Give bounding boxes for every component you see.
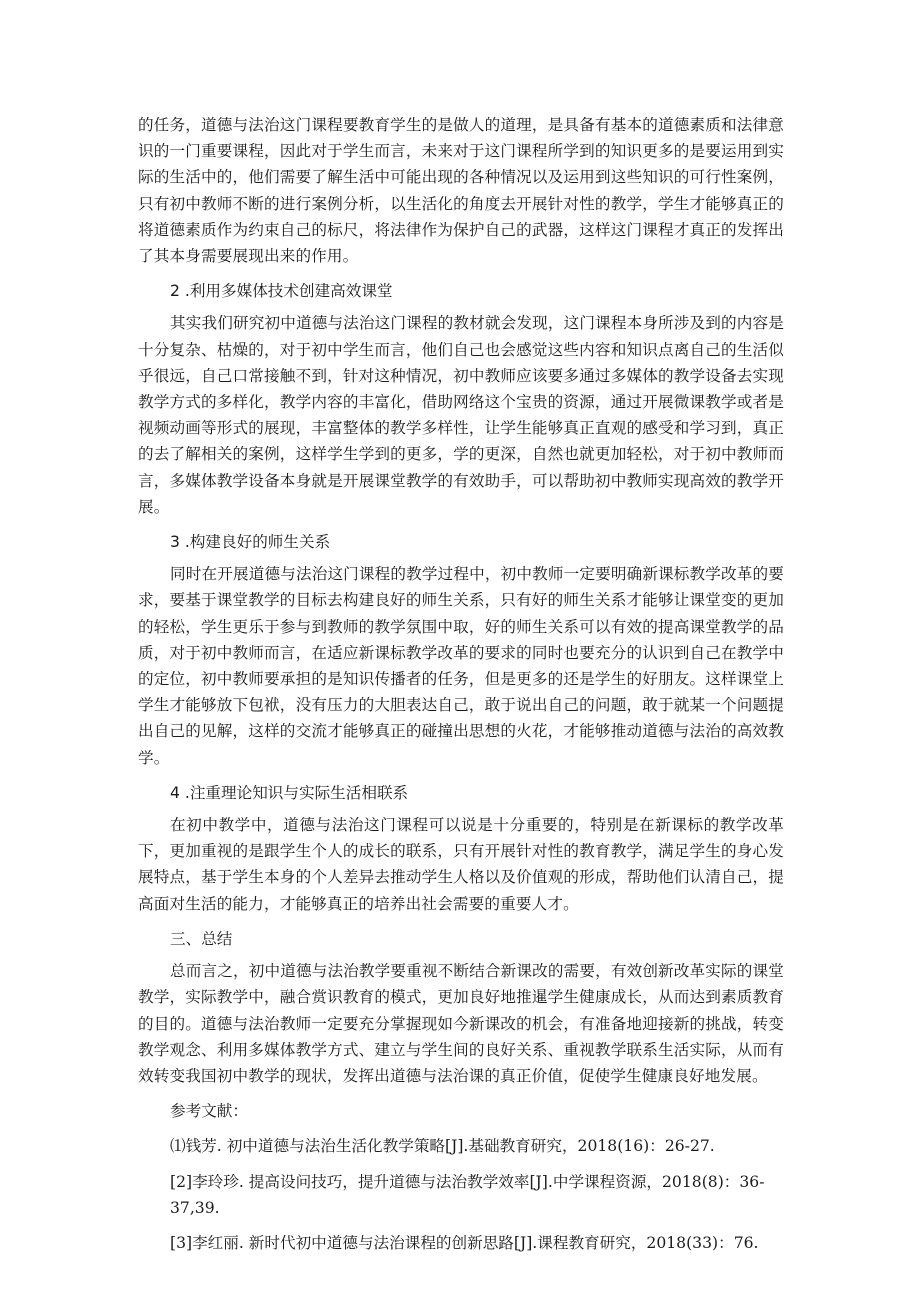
- section-3-paragraph: 同时在开展道德与法治这门课程的教学过程中，初中教师一定要明确新课标教学改革的要求，要基于课堂教学的目标去构建良好的师生关系，只有好的师生关系才能够让课堂变的更加的轻松，学生更乐于参与到教师的教学氛围中取，好的师生关系可以有效的提高课堂教学的品质，对于初中教师而言，在适应新课标教学改革的要求的同时也要充分的认识到自己在教学中的定位，初中教师要承担的是知识传播者的任务，但是更多的还是学生的好朋友。这样课堂上学生才能够放下包袱，没有压力的大胆表达自己，敢于说出自己的问题，敢于就某一个问题提出自己的见解，这样的交流才能够真正的碰撞出思想的火花，才能够推动道德与法治的高效教学。: [138, 565, 785, 767]
- conclusion-paragraph: 总而言之，初中道德与法治教学要重视不断结合新课改的需要，有效创新改革实际的课堂教学，实际教学中，融合赏识教育的模式，更加良好地推暹学生健康成长，从而达到素质教育的目的。道德与法治教师一定要充分掌握现如今新课改的机会，有准备地迎接新的挑战，转变教学观念、利用多媒体教学方式、建立与学生间的良好关系、重视教学联系生活实际，从而有效转变我国初中教学的现状，发挥出道德与法治课的真正价值，促使学生健康良好地发展。: [138, 962, 785, 1085]
- intro-paragraph: 的任务，道德与法治这门课程要教育学生的是做人的道理，是具备有基本的道德素质和法律意识的一门重要课程，因此对于学生而言，未来对于这门课程所学到的知识更多的是要运用到实际的生活中的，他们需要了解生活中可能出现的各种情况以及运用到这些知识的可行性案例，只有初中教师不断的进行案例分析，以生活化的角度去开展针对性的教学，学生才能够真正的将道德素质作为约束自己的标尺，将法律作为保护自己的武器，这样这门课程才真正的发挥出了其本身需要展现出来的作用。: [138, 116, 784, 266]
- conclusion-heading: 三、总结: [170, 929, 233, 948]
- section-4-heading: 4 .注重理论知识与实际生活相联系: [170, 783, 409, 802]
- section-2-heading: 2 .利用多媒体技术创建高效课堂: [170, 282, 393, 301]
- reference-item: [3]李红丽. 新时代初中道德与法治课程的创新思路[J].课程教育研究，2018(33)：76.: [170, 1233, 759, 1252]
- section-3-heading: 3 .构建良好的师生关系: [170, 533, 331, 552]
- document-page: [138, 112, 784, 1292]
- section-4-paragraph: 在初中教学中，道德与法治这门课程可以说是十分重要的，特别是在新课标的教学改革下，更加重视的是跟学生个人的成长的联系，只有开展针对性的教育教学，满足学生的身心发展特点，基于学生本身的个人差异去推动学生人格以及价值观的形成，帮助他们认清自己，提高面对生活的能力，才能够真正的培养出社会需要的重要人才。: [138, 816, 784, 913]
- references-heading: 参考文献：: [170, 1102, 248, 1121]
- reference-item: [2]李玲珍. 提高设问技巧，提升道德与法治教学效率[J].中学课程资源，2018(8)：36-37,39.: [170, 1172, 765, 1217]
- reference-item: ⑴钱芳. 初中道德与法治生活化教学策略[J].基础教育研究，2018(16)：26-27.: [170, 1137, 715, 1156]
- section-2-paragraph: 其实我们研究初中道德与法治这门课程的教材就会发现，这门课程本身所涉及到的内容是十分复杂、枯燥的，对于初中学生而言，他们自己也会感觉这些内容和知识点离自己的生活似乎很远，自己口常接触不到，针对这种情况，初中教师应该要多通过多媒体的教学设备去实现教学方式的多样化，教学内容的丰富化，借助网络这个宝贵的资源，通过开展微课教学或者是视频动画等形式的展现，丰富整体的教学多样性，让学生能够真正直观的感受和学习到，真正的去了解相关的案例，这样学生学到的更多，学的更深，自然也就更加轻松，对于初中教师而言，多媒体教学设备本身就是开展课堂教学的有效助手，可以帮助初中教师实现高效的教学开展。: [138, 314, 785, 516]
